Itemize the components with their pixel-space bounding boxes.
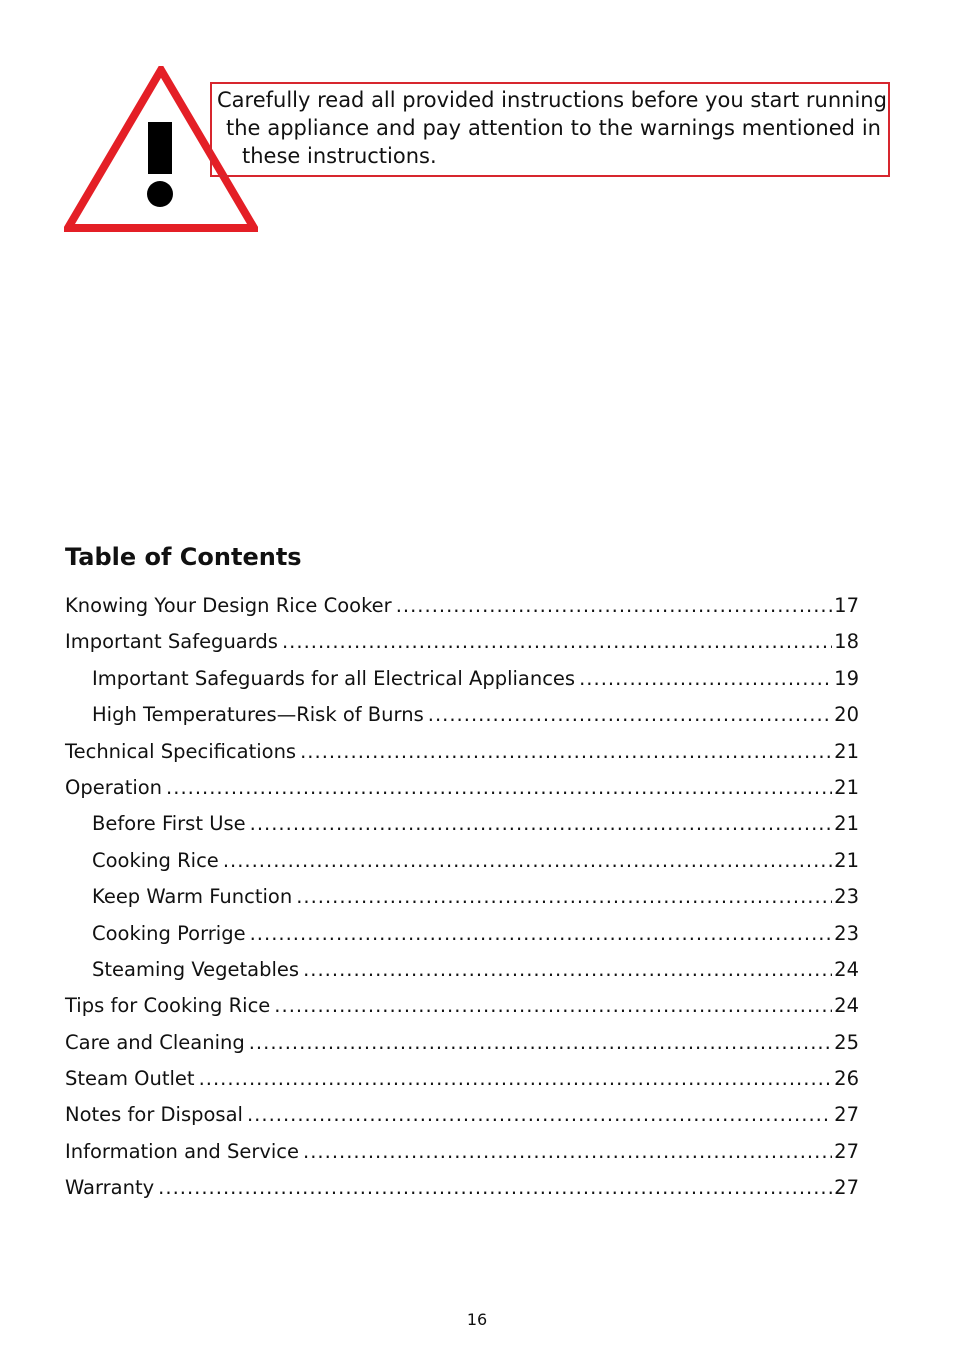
toc-entry-page: 27: [834, 1176, 859, 1200]
toc-subentry[interactable]: [65, 881, 859, 917]
toc-entry-page: 24: [834, 957, 859, 981]
toc-entry[interactable]: [65, 626, 859, 662]
toc-entry-title: Operation: [65, 775, 163, 799]
toc-entry[interactable]: [65, 1027, 859, 1063]
toc-leader-dots: [300, 736, 832, 768]
toc-heading: Table of Contents: [65, 543, 302, 571]
toc-subentry[interactable]: [65, 918, 859, 954]
toc-entry-page: 24: [834, 994, 859, 1018]
exclamation-bar: [148, 122, 172, 174]
toc-entry-title: Important Safeguards: [65, 630, 278, 654]
toc-entry-title: Cooking Porrige: [92, 921, 246, 945]
toc-subentry[interactable]: [65, 954, 859, 990]
toc-leader-dots: [250, 808, 833, 840]
toc-subentry[interactable]: [65, 663, 859, 699]
warning-line: Carefully read all provided instructions before you start running: [217, 88, 887, 112]
toc-leader-dots: [199, 1063, 833, 1095]
toc-entry[interactable]: [65, 1099, 859, 1135]
toc-entry-page: 23: [834, 885, 859, 909]
exclamation-dot: [147, 181, 173, 207]
toc-entry-page: 19: [834, 666, 859, 690]
toc-entry-title: Care and Cleaning: [65, 1030, 245, 1054]
toc-entry-page: 27: [834, 1139, 859, 1163]
toc-entry-title: Steam Outlet: [65, 1067, 195, 1091]
toc-entry-title: Notes for Disposal: [65, 1103, 243, 1127]
toc-entry-page: 21: [834, 775, 859, 799]
toc-entry-title: Before First Use: [92, 812, 246, 836]
toc-subentry[interactable]: [65, 699, 859, 735]
toc-leader-dots: [223, 845, 832, 877]
toc-entry[interactable]: [65, 1136, 859, 1172]
warning-line: the appliance and pay attention to the warnings mentioned in: [226, 116, 881, 140]
toc-entry-title: Technical Specifications: [65, 739, 297, 763]
warning-text: [217, 86, 887, 170]
toc-entry-page: 20: [834, 703, 859, 727]
toc-entry[interactable]: [65, 990, 859, 1026]
toc-entry-title: Steaming Vegetables: [92, 957, 300, 981]
toc-entry-title: Keep Warm Function: [92, 885, 293, 909]
toc-subentry[interactable]: [65, 845, 859, 881]
toc-entry-title: Cooking Rice: [92, 848, 219, 872]
toc-entry-page: 25: [834, 1030, 859, 1054]
toc-leader-dots: [579, 663, 832, 695]
toc-entry[interactable]: [65, 590, 859, 626]
toc-leader-dots: [282, 626, 832, 658]
toc-entry-title: Knowing Your Design Rice Cooker: [65, 594, 392, 617]
toc-entry[interactable]: [65, 1172, 859, 1208]
toc-leader-dots: [166, 772, 832, 804]
toc-leader-dots: [303, 1136, 832, 1168]
toc-leader-dots: [274, 990, 832, 1022]
toc-entry-page: 21: [834, 848, 859, 872]
toc-entry[interactable]: [65, 772, 859, 808]
page-number: 16: [466, 1310, 488, 1329]
warning-line: these instructions.: [242, 144, 437, 168]
toc-entry-page: 23: [834, 921, 859, 945]
toc-entry-title: High Temperatures—Risk of Burns: [92, 703, 424, 727]
toc-entry-page: 27: [834, 1103, 859, 1127]
toc-entry-title: Warranty: [65, 1176, 155, 1200]
toc-entry-page: 17: [834, 594, 859, 617]
toc-list: [65, 590, 859, 1209]
toc-entry-page: 18: [834, 630, 859, 654]
toc-entry-page: 21: [834, 812, 859, 836]
toc-leader-dots: [247, 1099, 832, 1131]
toc-entry-title: Important Safeguards for all Electrical Appliances: [92, 666, 576, 690]
toc-leader-dots: [428, 699, 832, 731]
toc-entry[interactable]: [65, 736, 859, 772]
toc-entry-page: 26: [834, 1067, 859, 1091]
toc-leader-dots: [303, 954, 832, 986]
toc-entry-title: Information and Service: [65, 1139, 300, 1163]
toc-leader-dots: [250, 918, 833, 950]
toc-subentry[interactable]: [65, 808, 859, 844]
toc-entry[interactable]: [65, 1063, 859, 1099]
toc-entry-page: 21: [834, 739, 859, 763]
toc-leader-dots: [296, 881, 832, 913]
toc-leader-dots: [158, 1172, 832, 1204]
toc-leader-dots: [396, 590, 832, 622]
toc-entry-title: Tips for Cooking Rice: [65, 994, 271, 1018]
toc-leader-dots: [249, 1027, 832, 1059]
